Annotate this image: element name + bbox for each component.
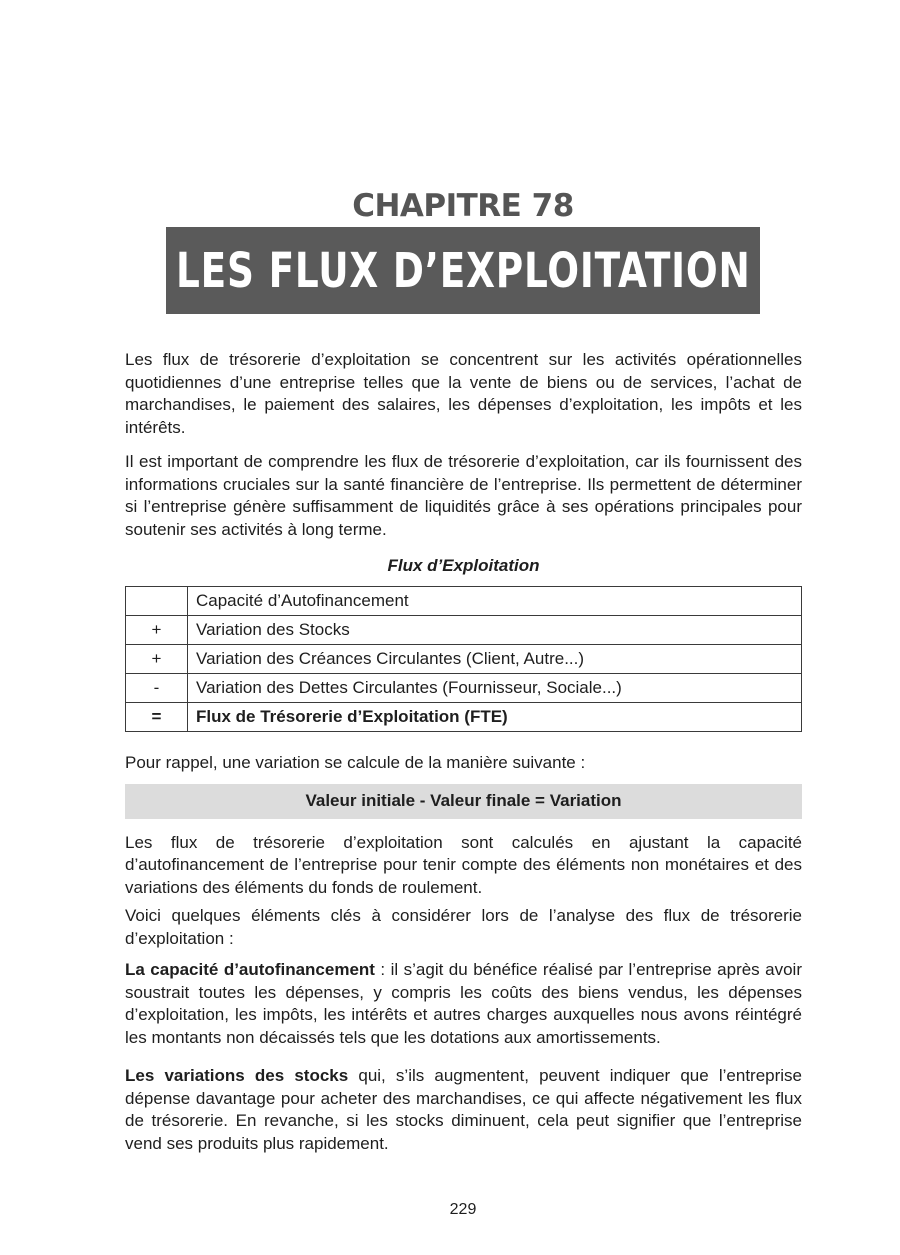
table-row <box>126 645 802 674</box>
row-label: Flux de Trésorerie d’Exploitation (FTE) <box>188 703 802 732</box>
term-caf: La capacité d’autofinancement <box>125 960 375 979</box>
term-stocks: Les variations des stocks <box>125 1066 349 1085</box>
term-caf-description: : il s’agit du bénéfice réalisé par l’entreprise après avoir soustrait toutes les dépenses, y compris les coûts des biens vendus, les dépenses d’exploitation, les impôts, les intérêts et autres charges auxquelles nous avons réintégré les montants non décaissés tels que les dotations aux amortissements. <box>125 960 802 1047</box>
term-stocks-description: qui, s’ils augmentent, peuvent indiquer que l’entreprise dépense davantage pour acheter des marchandises, ce qui affecte négativement les flux de trésorerie. En revanche, si les stocks diminuent, cela peut signifier que l’entreprise vend ses produits plus rapidement. <box>125 1066 803 1153</box>
table-row <box>126 674 802 703</box>
flux-table <box>125 586 802 732</box>
formula-box: Valeur initiale - Valeur finale = Variation <box>125 784 802 819</box>
row-label: Capacité d’Autofinancement <box>188 587 802 616</box>
body-paragraph-3: Les flux de trésorerie d’exploitation sont calculés en ajustant la capacité d’autofinancement de l’entreprise pour tenir compte des éléments non monétaires et des variations des éléments du fonds de roulement. <box>125 832 802 897</box>
chapter-label: CHAPITRE 78 <box>352 188 574 224</box>
reminder-text: Pour rappel, une variation se calcule de la manière suivante : <box>125 753 586 772</box>
table-row <box>126 587 802 616</box>
table-title: Flux d’Exploitation <box>387 556 540 575</box>
row-sign: - <box>126 674 188 703</box>
intro-paragraph-1: Les flux de trésorerie d’exploitation se concentrent sur les activités opérationnelles quotidiennes d’une entreprise telles que la vente de biens ou de services, l’achat de marchandises, le paiement des salaires, les dépenses d’exploitation, les impôts et les intérêts. <box>125 350 802 437</box>
chapter-title: LES FLUX D’EXPLOITATION <box>175 242 751 299</box>
table-row <box>126 616 802 645</box>
table-row-total <box>126 703 802 732</box>
row-sign: + <box>126 645 188 674</box>
row-label: Variation des Dettes Circulantes (Fournisseur, Sociale...) <box>188 674 802 703</box>
body-paragraph-4: Voici quelques éléments clés à considérer lors de l’analyse des flux de trésorerie d’exploitation : <box>125 906 802 948</box>
body-paragraph-5 <box>125 959 802 1049</box>
row-sign: = <box>126 703 188 732</box>
body-paragraph-6 <box>125 1065 802 1155</box>
page-content <box>125 349 802 1155</box>
row-label: Variation des Créances Circulantes (Client, Autre...) <box>188 645 802 674</box>
row-sign: + <box>126 616 188 645</box>
row-label: Variation des Stocks <box>188 616 802 645</box>
page-number: 229 <box>449 1201 477 1218</box>
row-sign <box>126 587 188 616</box>
intro-paragraph-2: Il est important de comprendre les flux de trésorerie d’exploitation, car ils fournissent des informations cruciales sur la santé financière de l’entreprise. Ils permettent de déterminer si l’entreprise génère suffisamment de liquidités grâce à ses opérations principales pour soutenir ses activités à long terme. <box>125 452 802 539</box>
title-banner <box>166 227 760 314</box>
